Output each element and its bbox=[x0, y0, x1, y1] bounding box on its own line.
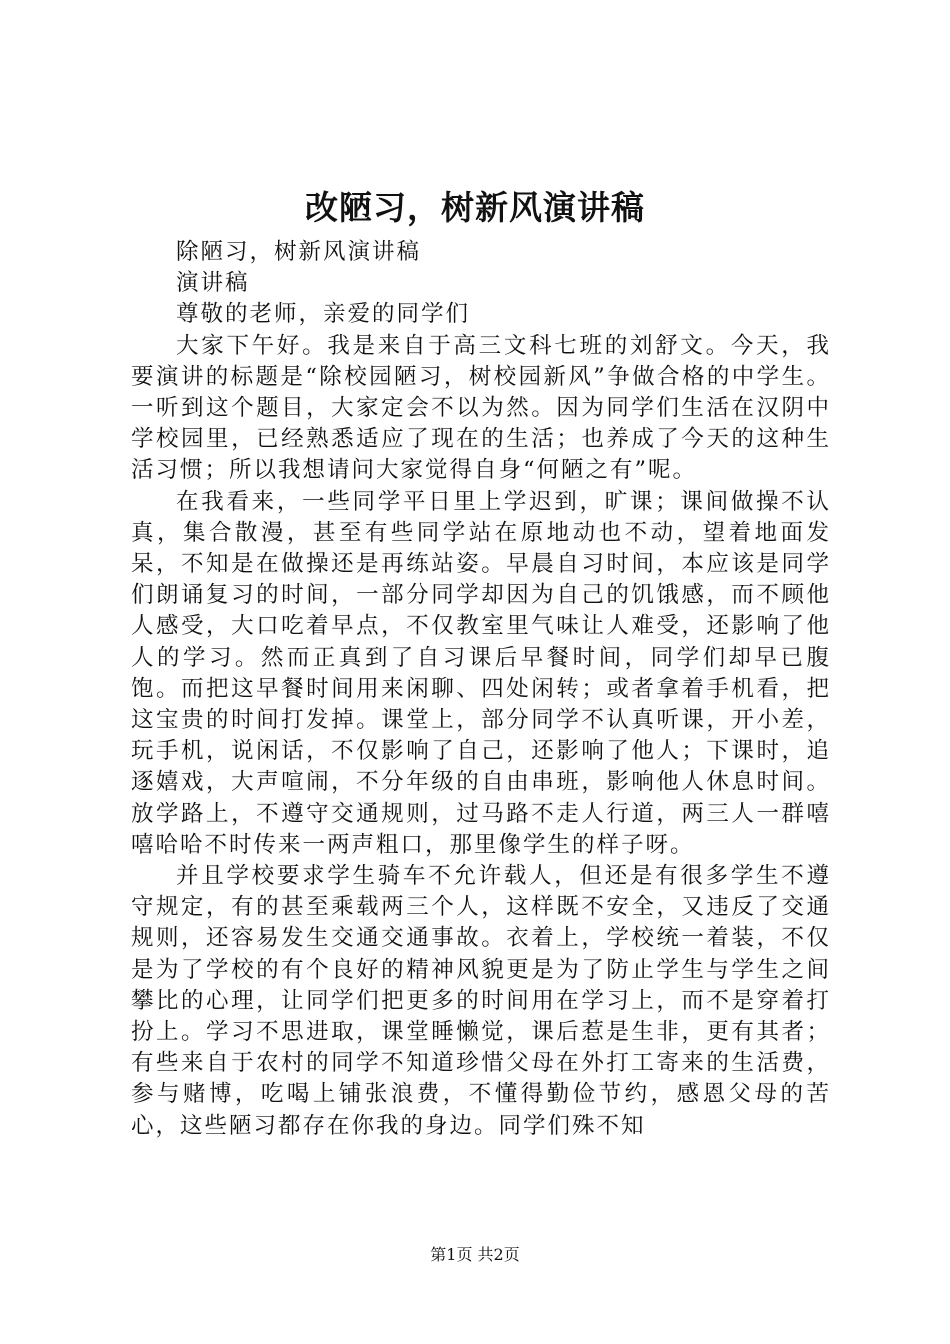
paragraph-label: 演讲稿 bbox=[176, 270, 250, 297]
paragraph-rules: 并且学校要求学生骑车不允许载人，但还是有很多学生不遵守规定，有的甚至乘载两三个人，这样既不安全，又违反了交通规则，还容易发生交通交通事故。衣着上，学校统一着装，不仅是为了学校的有个良好的精神风貌更是为了防止学生与学生之间攀比的心理，让同学们把更多的时间用在学习上，而不是穿着打扮上。学习不思进取，课堂睡懒觉，课后惹是生非，更有其者；有些来自于农村的同学不知道珍惜父母在外打工寄来的生活费，参与赌博，吃喝上铺张浪费，不懂得勤俭节约，感恩父母的苦心，这些陋习都存在你我的身边。同学们殊不知 bbox=[131, 863, 831, 1139]
paragraph-salutation: 尊敬的老师，亲爱的同学们 bbox=[176, 301, 471, 328]
document-body bbox=[131, 237, 831, 1142]
paragraph-habits: 在我看来，一些同学平日里上学迟到，旷课；课间做操不认真，集合散漫，甚至有些同学站在原地动也不动，望着地面发呆，不知是在做操还是再练站姿。早晨自习时间，本应该是同学们朗诵复习的时间，一部分同学却因为自己的饥饿感，而不顾他人感受，大口吃着早点，不仅教室里气味让人难受，还影响了他人的学习。然而正真到了自习课后早餐时间，同学们却早已腹饱。而把这早餐时间用来闲聊、四处闲转；或者拿着手机看，把这宝贵的时间打发掉。课堂上，部分同学不认真听课，开小差，玩手机，说闲话，不仅影响了自己，还影响了他人；下课时，追逐嬉戏，大声喧闹，不分年级的自由串班，影响他人休息时间。放学路上，不遵守交通规则，过马路不走人行道，两三人一群嘻嘻哈哈不时传来一两声粗口，那里像学生的样子呀。 bbox=[131, 488, 831, 858]
paragraph-intro: 大家下午好。我是来自于高三文科七班的刘舒文。今天，我要演讲的标题是“除校园陋习，树校园新风”争做合格的中学生。一听到这个题目，大家定会不以为然。因为同学们生活在汉阴中学校园里，已经熟悉适应了现在的生活；也养成了今天的这种生活习惯；所以我想请问大家觉得自身“何陋之有”呢。 bbox=[131, 332, 831, 484]
paragraph-subtitle: 除陋习，树新风演讲稿 bbox=[176, 239, 422, 265]
page-footer: 第1页 共2页 bbox=[430, 1245, 520, 1264]
document-title: 改陋习，树新风演讲稿 bbox=[305, 188, 645, 227]
